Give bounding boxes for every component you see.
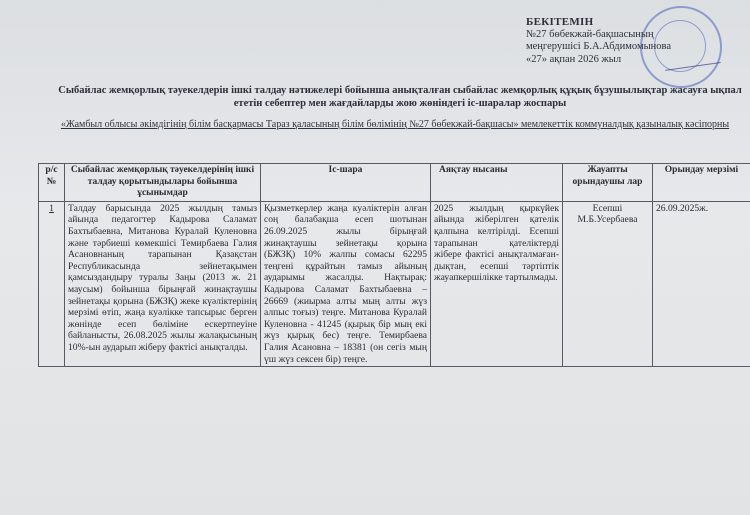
approval-line-1: №27 бөбекжай-бақшасының: [526, 28, 654, 40]
row-recommendation: Талдау барысында 2025 жылдың тамыз айында педагогтер Кадырова Саламат Бахтыбаевна, Митанова Куралай Куленовна және тәрбиеші көмекшісі Темирбаева Галия Асановнаның тарапынан Қазақстан Республикасында зейнетақымен қамсыздандыру туралы Заңы (2013 ж. 21 маусым) бойынша бірыңғай жинақтаушы зейнетақы қорына (БЖЗҚ) жеке күәліктерінің мерзімі өтіп, жаңа куәлікке тапсырыс берген жөнінде есеп бөліміне ескертпеуіне байланысты, 26.08.2025 жылы жалақысының 10%-ын аударып жіберу фактісі анықталды.: [65, 201, 261, 366]
approval-block: [526, 16, 746, 66]
approval-line-3: «27» ақпан 2026 жыл: [526, 53, 622, 65]
table-row: [39, 201, 750, 366]
document-subtitle: «Жамбыл облысы әкімдігінің білім басқармасы Тараз қаласының білім бөлімінің №27 бөбекжай-бақшасы» мемлекеттік коммуналдық қазыналық кәсіпорны: [60, 119, 730, 130]
approval-title: БЕКІТЕМІН: [526, 16, 594, 28]
row-deadline: 26.09.2025ж.: [653, 201, 750, 366]
row-completion: 2025 жылдың қыркүйек айында жіберілген қателік қалпына келтірілді. Есепші тарапынан қателіктерді жібере фактісі анықталмаған-дықтан, есепші тәртіптік жауапкершілікке тартылмады.: [431, 201, 563, 366]
header-deadline: Орындау мерзімі: [653, 164, 750, 202]
row-measure: Қызметкерлер жаңа куәліктерін алған соң балабақша есеп шотынан 26.09.2025 жылы бірыңғай жинақтаушы зейнетақы қорына (БЖЗҚ) 10% жалпы сомасы 62295 теңгені құрайтын тамыз айының аударымы жасалды. Нақтырақ: Кадырова Саламат Бахтыбаевна – 26669 (жиырма алты мың алты жүз алпыс тоғыз) теңге. Митанова Куралай Куленовна - 41245 (қырық бір мың екі жүз қырық бес) теңге. Темирбаева Галия Асановна – 18381 (он сегіз мың үш жүз сексен бір) теңге.: [261, 201, 431, 366]
row-num: 1: [39, 201, 65, 366]
table-header-row: [39, 164, 750, 202]
measures-table: [38, 163, 750, 367]
document-title: Сыбайлас жемқорлық тәуекелдерін ішкі талдау нәтижелері бойынша анықталған сыбайлас жемқорлық құқық бұзушылықтар жасауға ықпал ететін себептер мен жағдайларды жою жөніндегі іс-шаралар жоспары: [58, 85, 742, 109]
approval-line-2: меңгерушісі Б.А.Абдимомынова: [526, 41, 672, 52]
header-measure: Іс-шара: [261, 164, 431, 202]
header-recommendation: Сыбайлас жемқорлық тәуекелдерінің ішкі талдау қорытындылары бойынша ұсынымдар: [65, 164, 261, 202]
row-responsible: Есепші М.Б.Усербаева: [563, 201, 653, 366]
header-responsible: Жауапты орындаушы лар: [563, 164, 653, 202]
header-num: р/с №: [39, 164, 65, 202]
header-completion: Аяқтау нысаны: [431, 164, 563, 202]
